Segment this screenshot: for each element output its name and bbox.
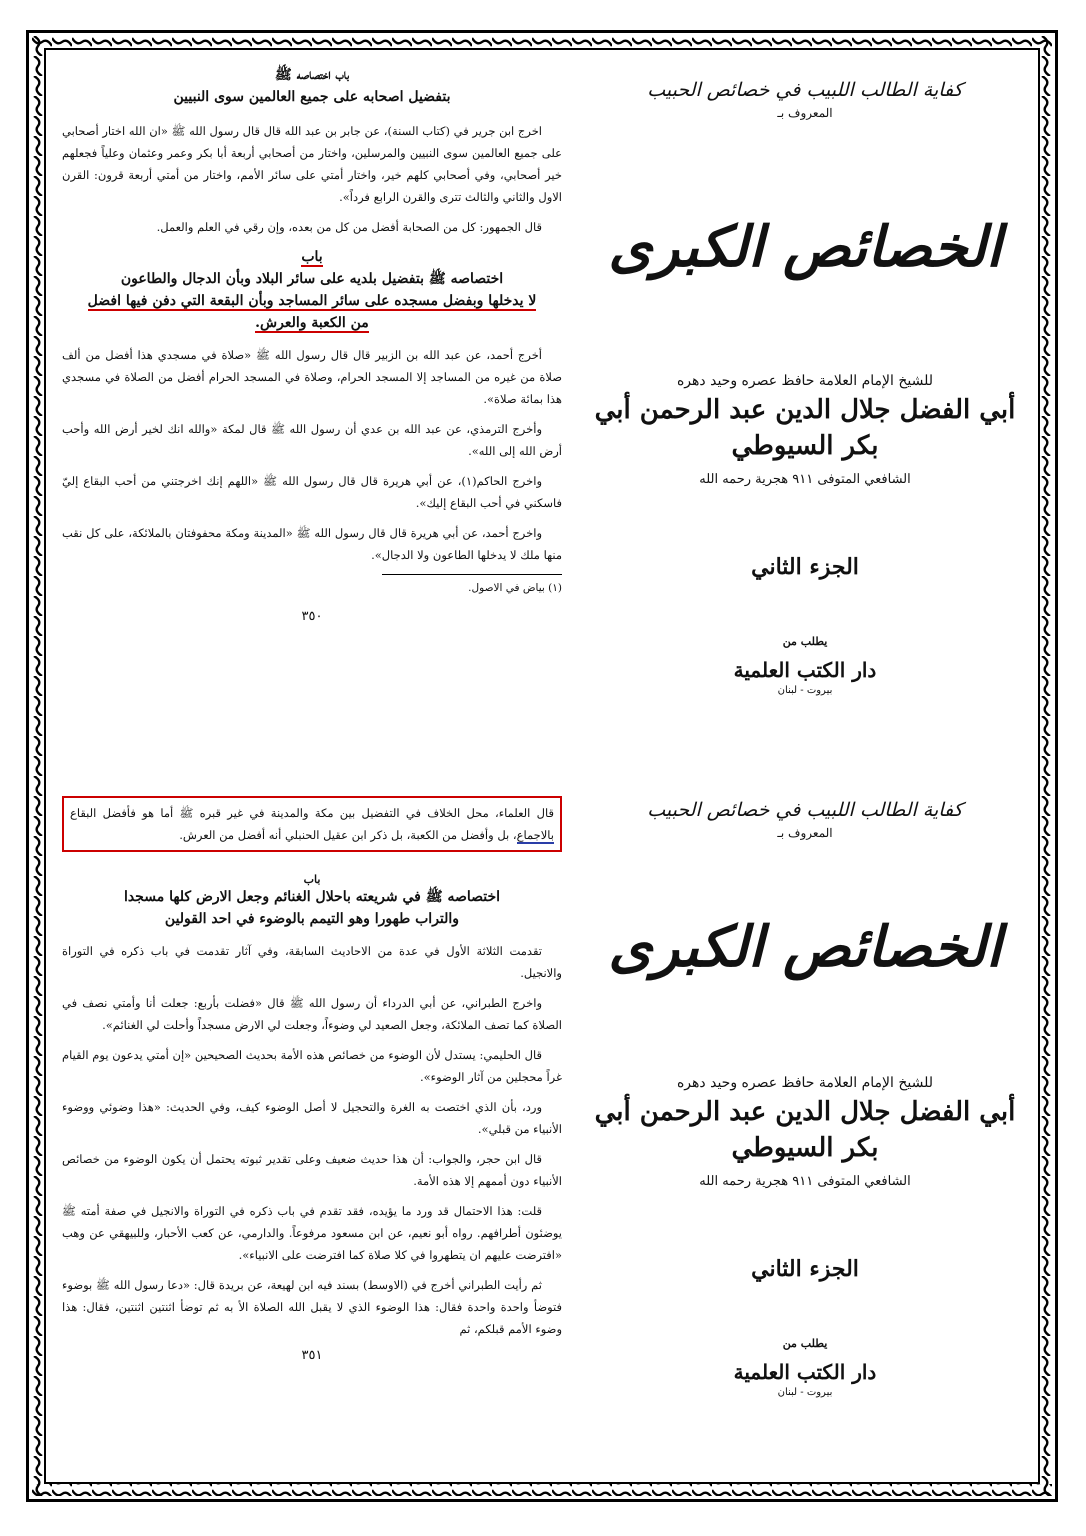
highlighted-passage: قال العلماء، محل الخلاف في التفضيل بين مكة والمدينة في غير قبره ﷺ أما هو فأفضل البقاع بالاجماع، بل وأفضل من الكعبة، بل ذكر ابن عقيل الحنبلي أنه أفضل من العرش. xyxy=(62,796,562,852)
paragraph: قال الجمهور: كل من الصحابة أفضل من كل من بعده، وإن رقي في العلم والعمل. xyxy=(156,220,542,234)
title-page-bottom xyxy=(590,796,1020,1400)
paragraph: واخرج الحاكم(١)، عن أبي هريرة قال قال رسول الله ﷺ «اللهم إنك اخرجتني من أحب البقاع إليّ فاسكني في أحب البقاع إليك». xyxy=(62,474,562,510)
publisher-city: بيروت - لبنان xyxy=(777,685,833,696)
title-page-top xyxy=(590,76,1020,698)
publisher-prefix: يطلب من xyxy=(782,635,828,648)
volume-label: الجزء الثاني xyxy=(751,554,859,580)
page-350 xyxy=(62,64,562,628)
chapter-subheading: بتفضيل اصحابه على جميع العالمين سوى النبيين xyxy=(173,89,451,105)
book-subtitle: كفاية الطالب اللبيب في خصائص الحبيب xyxy=(647,79,963,101)
page-number: ٣٥٠ xyxy=(301,609,323,624)
paragraph: واخرج الطبراني، عن أبي الدرداء أن رسول الله ﷺ قال «فضلت بأربع: جعلت أنا وأمتي نصف في الصلاة كما تصف الملائكة، وجعل الصعيد لي وضوءاً، وجعلت لي الارض مسجداً وأحلت لي الغنائم». xyxy=(62,996,562,1032)
publisher-name: دار الكتب العلمية xyxy=(733,658,877,682)
book-subtitle: كفاية الطالب اللبيب في خصائص الحبيب xyxy=(647,799,963,821)
title-pages-column xyxy=(590,56,1020,1466)
author-death: الشافعي المتوفى ٩١١ هجرية رحمه الله xyxy=(699,472,911,487)
author-name: أبي الفضل جلال الدين عبد الرحمن أبي بكر السيوطي xyxy=(594,395,1016,461)
sheikh-line: للشيخ الإمام العلامة حافظ عصره وحيد دهره xyxy=(676,373,934,389)
section-heading-line: اختصاصه ﷺ في شريعته باحلال الغنائم وجعل الارض كلها مسجدا xyxy=(123,889,501,905)
underlined-word: بالاجماع xyxy=(516,828,554,842)
section-heading-line: والتراب طهورا وهو التيمم بالوضوء في احد القولين xyxy=(164,911,460,927)
publisher-prefix: يطلب من xyxy=(782,1337,828,1350)
known-as: المعروف بـ xyxy=(777,826,833,840)
footnote-divider xyxy=(382,574,562,575)
bab-label: باب xyxy=(303,873,321,886)
publisher-city: بيروت - لبنان xyxy=(777,1387,833,1398)
author-death: الشافعي المتوفى ٩١١ هجرية رحمه الله xyxy=(699,1174,911,1189)
paragraph: قلت: هذا الاحتمال قد ورد ما يؤيده، فقد تقدم في باب ذكره في التوراة والانجيل في صفة أمته ﷺ يوضئون أطرافهم. رواه أبو نعيم، عن ابن مسعود مرفوعاً. والدارمي، عن كعب الأحبار، وللبيهقي عن وهب «افترضت عليهم ان يتطهروا في كلا صلاة كما افترضت على الانبياء». xyxy=(62,1204,562,1262)
publisher-name: دار الكتب العلمية xyxy=(733,1360,877,1384)
paragraph: قال ابن حجر، والجواب: أن هذا حديث ضعيف وعلى تقدير ثبوته يحتمل أن يكون الوضوء من خصائص الأنبياء دون أممهم إلا هذه الأمة. xyxy=(62,1152,562,1188)
section-heading-line: من الكعبة والعرش. xyxy=(255,315,369,331)
paragraph: وأخرج الترمذي، عن عبد الله بن عدي أن رسول الله ﷺ قال لمكة «والله انك لخير أرض الله وأحب أرض الله إلى الله». xyxy=(62,422,562,458)
footnote: (١) بياض في الاصول. xyxy=(468,582,562,594)
sheikh-line: للشيخ الإمام العلامة حافظ عصره وحيد دهره xyxy=(676,1075,934,1091)
paragraph: قال الحليمي: يستدل لأن الوضوء من خصائص هذه الأمة بحديث الصحيحين «إن أمتي يدعون يوم القيام غراً محجلين من آثار الوضوء». xyxy=(62,1048,562,1084)
paragraph: ثم رأيت الطبراني أخرج في (الاوسط) بسند فيه ابن لهيعة، عن بريدة قال: «دعا رسول الله ﷺ بوضوء فتوضأ واحدة واحدة فقال: هذا الوضوء الذي لا يقبل الله الصلاة الأ به ثم توضأ اثنتين اثنتين، فقال: هذا وضوء الأمم قبلكم، ثم xyxy=(62,1278,562,1336)
book-title: الخصائص الكبرى xyxy=(608,214,1002,280)
book-text-column xyxy=(62,56,562,1466)
paragraph: واخرج أحمد، عن أبي هريرة قال قال رسول الله ﷺ «المدينة ومكة محفوفتان بالملائكة، على كل نقب منها ملك لا يدخلها الطاعون ولا الدجال». xyxy=(62,526,562,562)
volume-label: الجزء الثاني xyxy=(751,1256,859,1282)
paragraph: تقدمت الثلاثة الأول في عدة من الاحاديث السابقة، وفي آثار تقدمت في باب ذكره في التوراة والانجيل. xyxy=(62,944,562,980)
book-title: الخصائص الكبرى xyxy=(608,914,1002,980)
chapter-heading: باب اختصاصه ﷺ xyxy=(274,67,350,83)
bab-label: باب xyxy=(301,249,323,265)
section-heading-line: لا يدخلها وبفضل مسجده على سائر المساجد وبأن البقعة التي دفن فيها افضل xyxy=(87,293,537,309)
author-name: أبي الفضل جلال الدين عبد الرحمن أبي بكر السيوطي xyxy=(594,1097,1016,1163)
paragraph: ورد، بأن الذي اختصت به الغرة والتحجيل لا أصل الوضوء كيف، وفي الحديث: «هذا وضوئي ووضوء الأنبياء من قبلي». xyxy=(62,1100,562,1136)
page-351 xyxy=(62,874,562,1367)
section-heading-line: اختصاصه ﷺ بتفضيل بلديه على سائر البلاد وبأن الدجال والطاعون xyxy=(120,271,504,287)
page-number: ٣٥١ xyxy=(301,1348,323,1363)
paragraph: اخرج ابن جرير في (كتاب السنة)، عن جابر بن عبد الله قال قال رسول الله ﷺ «ان الله اختار أصحابي على جميع العالمين سوى النبيين والمرسلين، واختار من أصحابي أربعة أبا بكر وعمر وعثمان وعلياً فجعلهم خير أصحابي، وفي أصحابي كلهم خير، واختار أمتي على سائر الأمم، واختار من أمتي أربعة قرون: القرن الاول والثاني والثالث تترى والقرن الرابع فرداً». xyxy=(62,124,562,204)
known-as: المعروف بـ xyxy=(777,106,833,120)
paragraph: أخرج أحمد، عن عبد الله بن الزبير قال قال رسول الله ﷺ «صلاة في مسجدي هذا أفضل من ألف صلاة من غيره من المساجد إلا المسجد الحرام، وصلاة في المسجد الحرام أفضل من الصلاة في مسجدي هذا بمائة صلاة». xyxy=(62,348,562,406)
